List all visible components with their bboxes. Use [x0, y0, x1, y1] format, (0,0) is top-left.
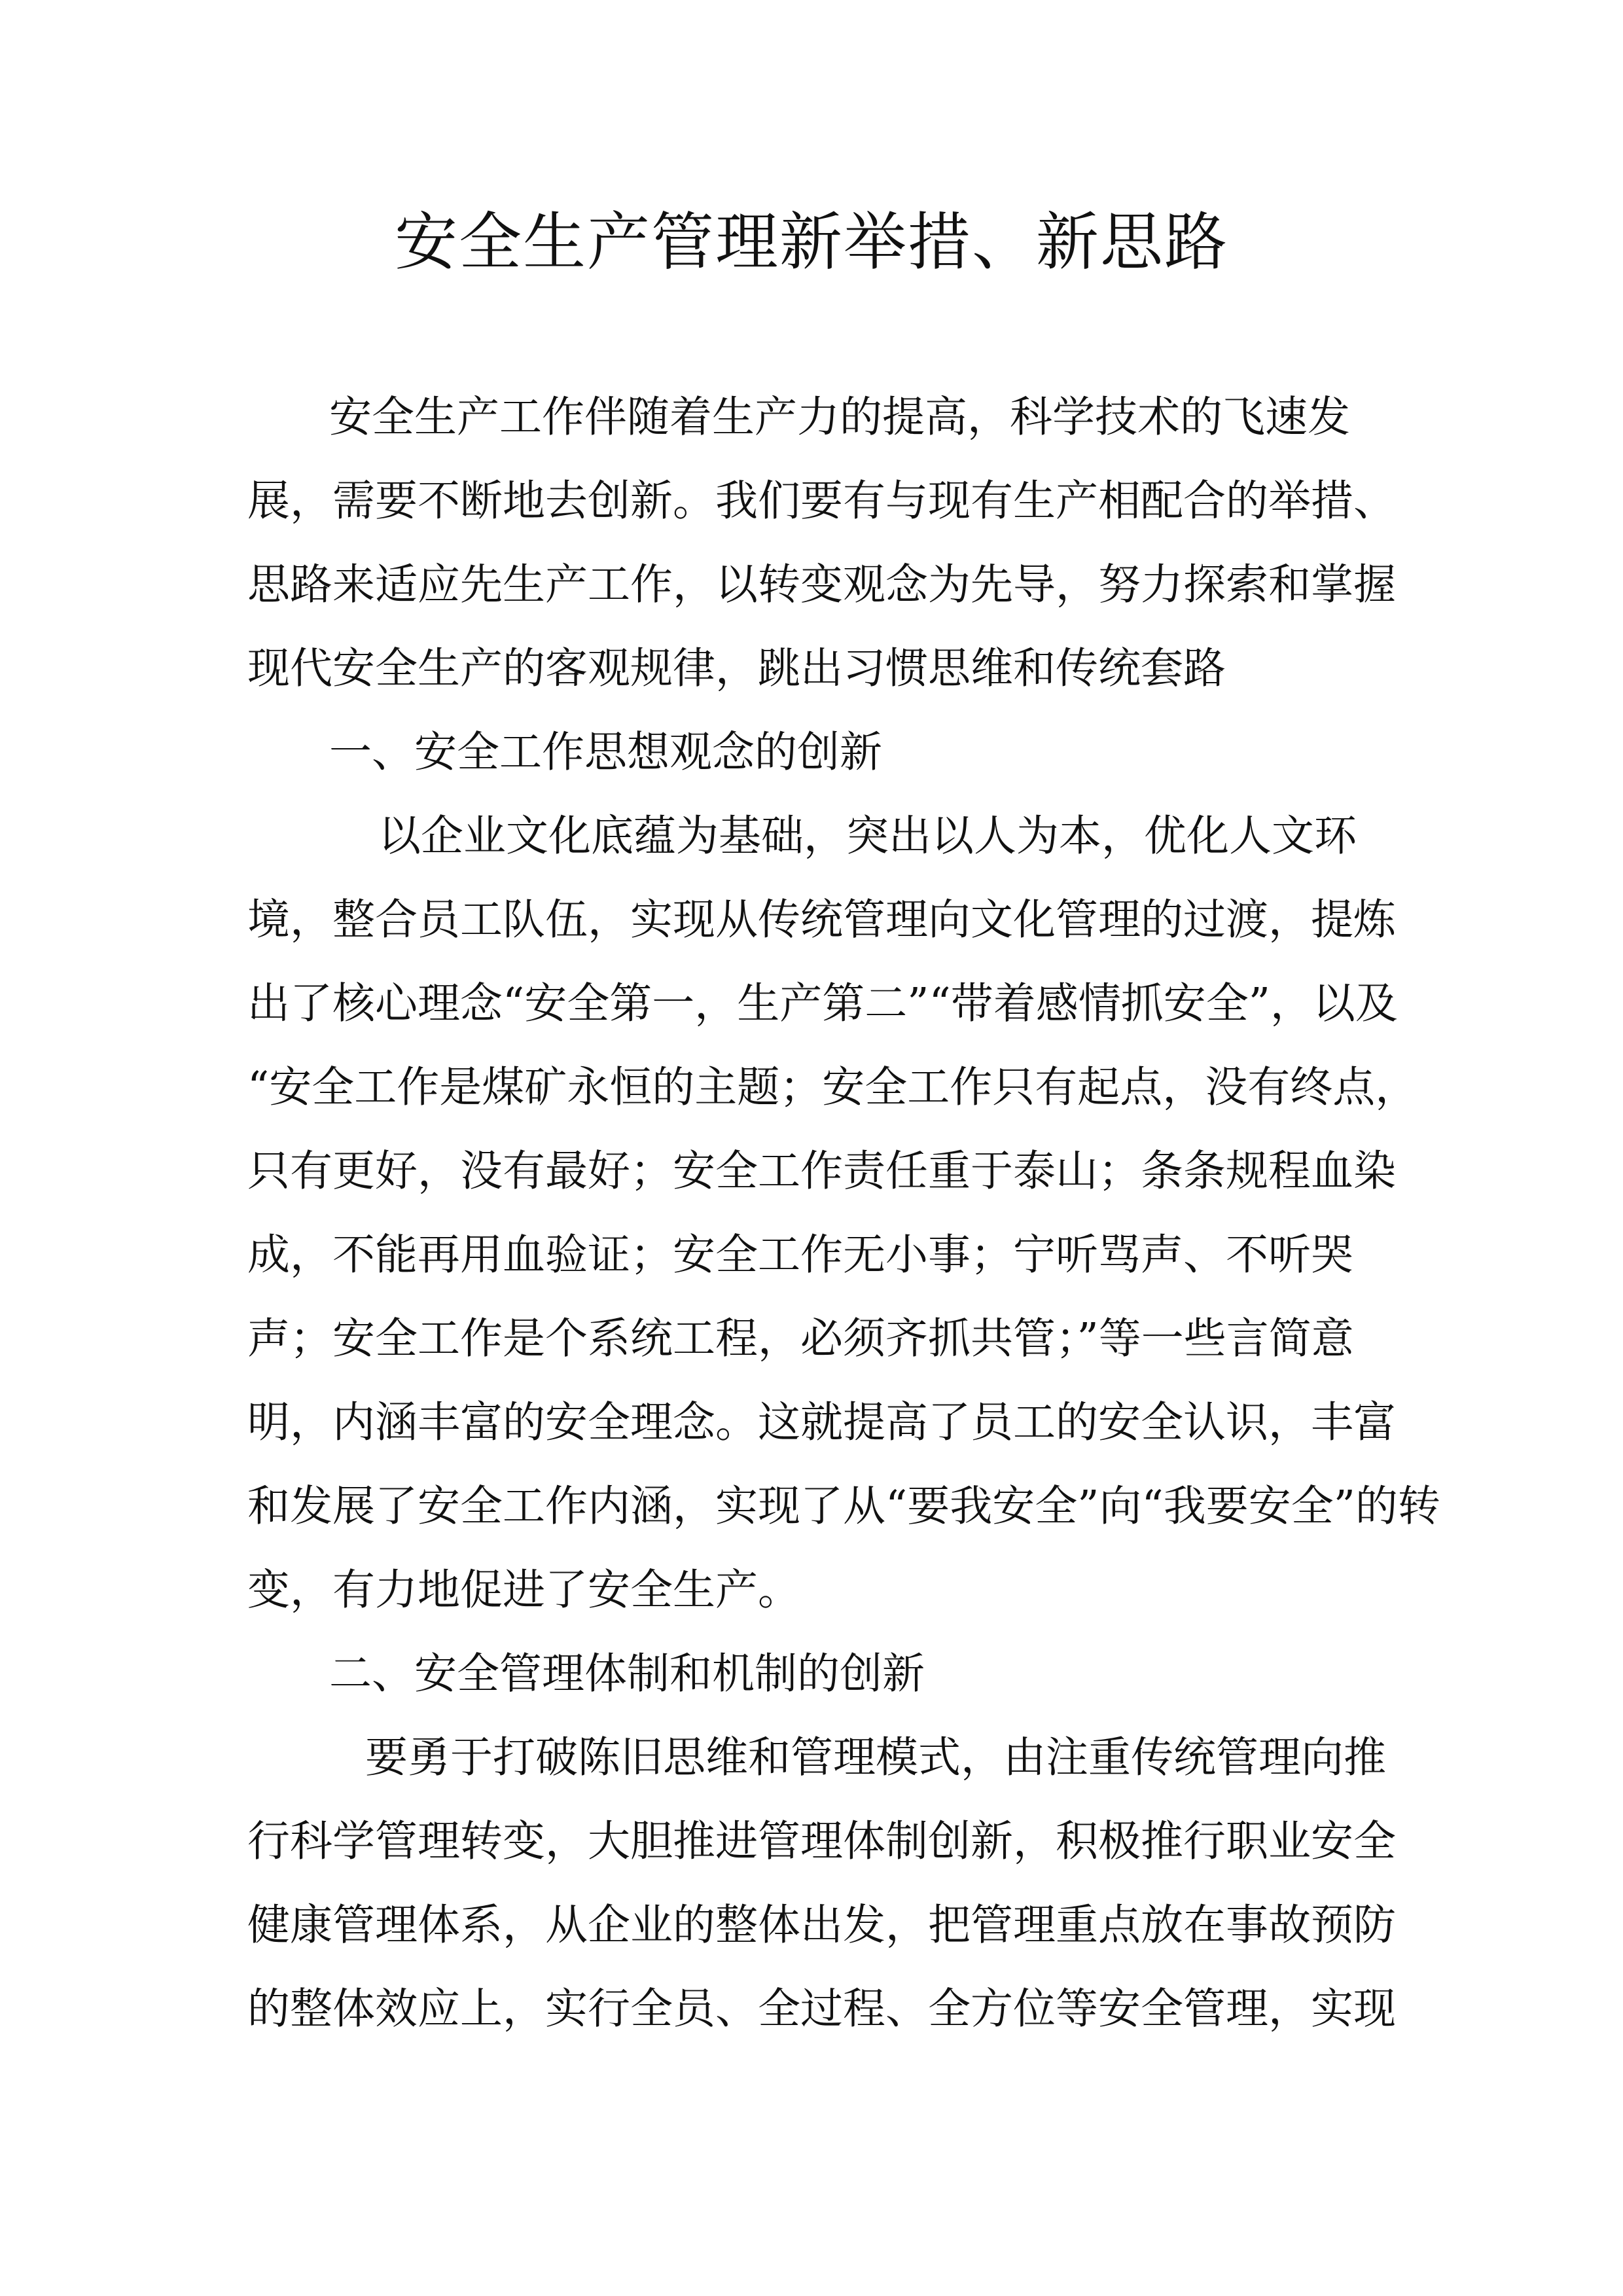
body-line: 成，不能再用血验证；安全工作无小事；宁听骂声、不听哭	[247, 1230, 1354, 1280]
section-heading: 二、安全管理体制和机制的创新	[329, 1649, 925, 1698]
body-line: 现代安全生产的客观规律，跳出习惯思维和传统套路	[247, 644, 1226, 693]
section-heading: 一、安全工作思想观念的创新	[329, 728, 883, 777]
body-line: 和发展了安全工作内涵，实现了从“要我安全”向“我要安全”的转	[247, 1482, 1440, 1531]
body-line: 健康管理体系，从企业的整体出发，把管理重点放在事故预防	[247, 1901, 1397, 1950]
body-line: 只有更好，没有最好；安全工作责任重于泰山；条条规程血染	[247, 1147, 1397, 1196]
body-line: 变，有力地促进了安全生产。	[247, 1566, 801, 1615]
body-line: 声；安全工作是个系统工程，必须齐抓共管；”等一些言简意	[247, 1314, 1354, 1363]
body-line: 出了核心理念“安全第一，生产第二”“带着感情抓安全”，以及	[247, 979, 1398, 1028]
body-line: 思路来适应先生产工作，以转变观念为先导，努力探索和掌握	[247, 560, 1397, 609]
body-line: 境，整合员工队伍，实现从传统管理向文化管理的过渡，提炼	[247, 895, 1397, 944]
body-line: 展，需要不断地去创新。我们要有与现有生产相配合的举措、	[247, 476, 1397, 526]
document-title: 安全生产管理新举措、新思路	[395, 206, 1228, 279]
body-line: 以企业文化底蕴为基础，突出以人为本，优化人文环	[378, 812, 1357, 861]
body-line: 要勇于打破陈旧思维和管理模式，由注重传统管理向推	[365, 1733, 1387, 1782]
body-line: 的整体效应上，实行全员、全过程、全方位等安全管理，实现	[247, 1984, 1397, 2034]
body-line: 行科学管理转变，大胆推进管理体制创新，积极推行职业安全	[247, 1817, 1397, 1866]
body-line: 安全生产工作伴随着生产力的提高，科学技术的飞速发	[329, 393, 1351, 442]
body-line: 明，内涵丰富的安全理念。这就提高了员工的安全认识，丰富	[247, 1398, 1397, 1447]
body-line: “安全工作是煤矿永恒的主题；安全工作只有起点，没有终点，	[247, 1063, 1418, 1112]
